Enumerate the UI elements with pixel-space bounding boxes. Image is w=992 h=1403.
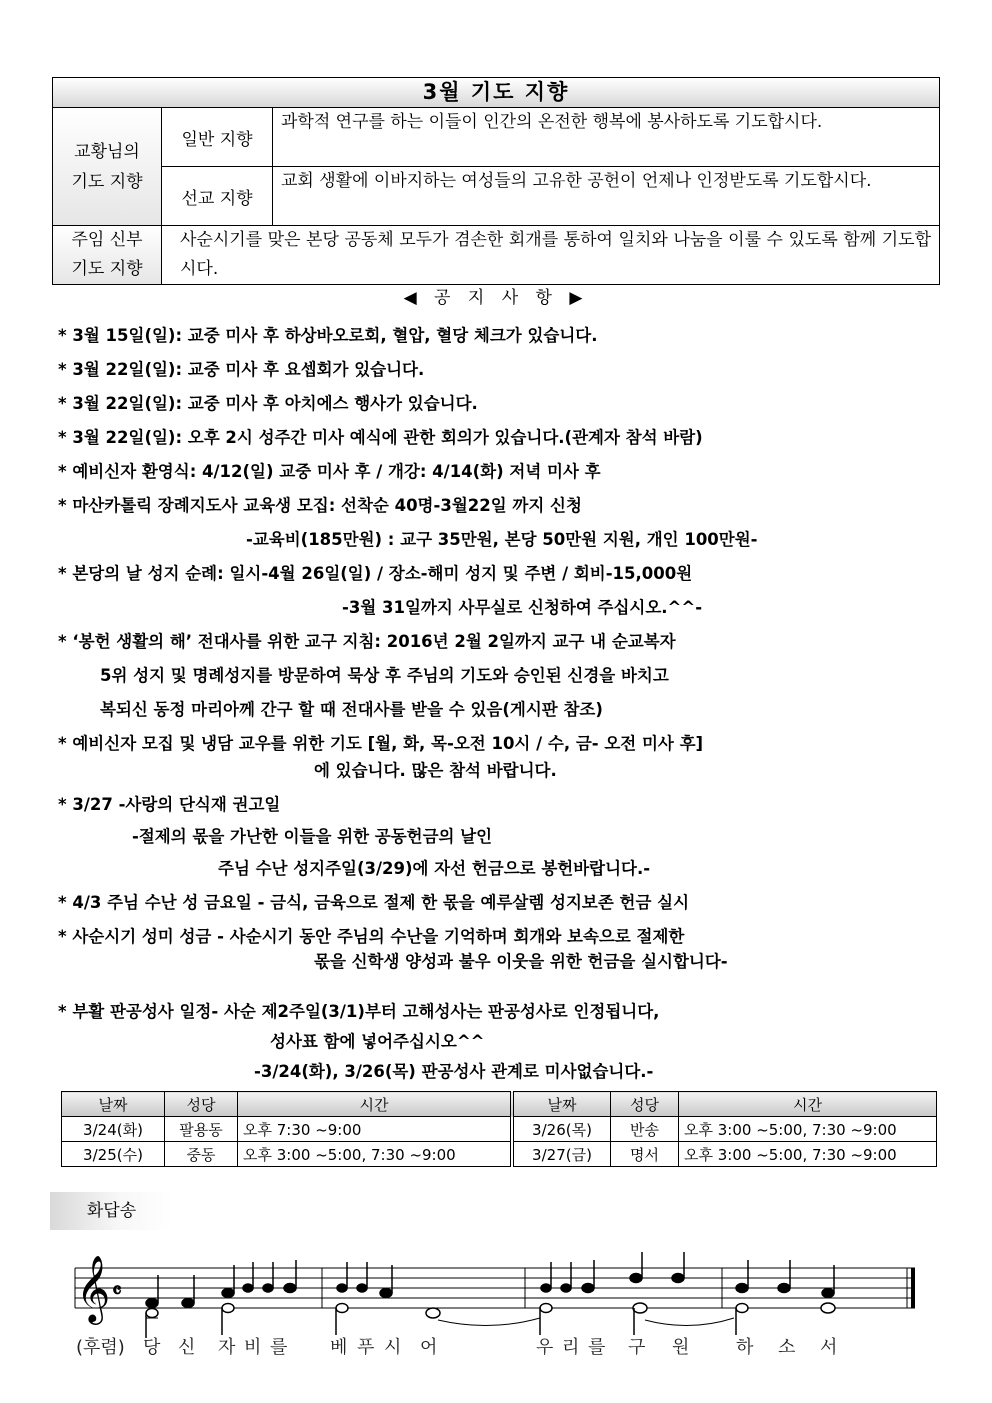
cell-time: 오후 3:00 ~5:00, 7:30 ~9:00 <box>679 1117 937 1142</box>
col-date-header: 날짜 <box>62 1092 165 1117</box>
pope-intention-row <box>53 108 939 226</box>
pope-intention-label: 교황님의 기도 지향 <box>53 108 162 225</box>
notice-line: 성사표 함에 넣어주십시오^^ <box>270 1032 485 1051</box>
lyric-syllable: 하 <box>736 1337 754 1358</box>
pastor-intention-text: 사순시기를 맞은 본당 공동체 모두가 겸손한 회개를 통하여 일치와 나눔을 이룰 수 있도록 함께 기도합시다. <box>180 230 931 279</box>
notice-line: * 사순시기 성미 성금 - 사순시기 동안 주님의 수난을 기억하며 회개와 보속으로 절제한 <box>58 927 685 946</box>
lyric-syllable: 원 <box>672 1337 690 1358</box>
lyric-syllable: 구 <box>628 1337 646 1358</box>
lyric-syllable: 서 <box>820 1337 838 1358</box>
notice-line: -3월 31일까지 사무실로 신청하여 주십시오.^^- <box>342 598 703 617</box>
lyric-syllable: 를 <box>270 1337 288 1358</box>
responsorial-psalm-label: 화답송 <box>50 1192 173 1230</box>
cell-church: 명서 <box>611 1142 679 1167</box>
notice-line: * 마산카톨릭 장례지도사 교육생 모집: 선착순 40명-3월22일 까지 신청 <box>58 496 582 515</box>
lyric-syllable: 신 <box>178 1337 196 1358</box>
pastor-intention-label: 주임 신부 기도 지향 <box>53 226 162 284</box>
cell-time: 오후 3:00 ~5:00, 7:30 ~9:00 <box>238 1142 513 1167</box>
general-intention-row <box>162 108 939 167</box>
lyric-refrain: (후렴) <box>76 1337 125 1358</box>
notice-line: 몫을 신학생 양성과 불우 이웃을 위한 헌금을 실시합니다- <box>314 952 728 971</box>
lyric-syllable: 를 <box>588 1337 606 1358</box>
notice-line: * 3/27 -사랑의 단식재 권고일 <box>58 795 281 814</box>
notice-line: 5위 성지 및 명례성지를 방문하여 묵상 후 주님의 기도와 승인된 신경을 바치고 <box>100 666 669 685</box>
confession-schedule-table <box>61 1091 937 1167</box>
general-intention-label: 일반 지향 <box>162 108 273 166</box>
notice-line: 에 있습니다. 많은 참석 바랍니다. <box>314 761 557 780</box>
music-score <box>70 1250 920 1380</box>
table-row <box>62 1117 937 1142</box>
notice-line: 복되신 동정 마리아께 간구 할 때 전대사를 받을 수 있음(게시판 참조) <box>100 700 603 719</box>
col-time-header: 시간 <box>238 1092 513 1117</box>
notice-line: -절제의 몫을 가난한 이들을 위한 공동헌금의 날인 <box>132 827 493 846</box>
notice-line: 주님 수난 성지주일(3/29)에 자선 헌금으로 봉헌바랍니다.- <box>218 859 651 878</box>
svg-text:𝄴: 𝄴 <box>112 1278 122 1304</box>
treble-clef-icon: 𝄞 <box>76 1254 111 1322</box>
notice-line: -3/24(화), 3/26(목) 판공성사 관계로 미사없습니다.- <box>254 1062 654 1081</box>
lyric-syllable: 자 <box>218 1337 236 1358</box>
col-church-header: 성당 <box>165 1092 238 1117</box>
lyric-syllable: 우 <box>536 1337 554 1358</box>
notice-line: * 본당의 날 성지 순례: 일시-4월 26일(일) / 장소-해미 성지 및 주변 / 회비-15,000원 <box>58 564 693 583</box>
col-time-header: 시간 <box>679 1092 937 1117</box>
notice-line: * 3월 22일(일): 교중 미사 후 아치에스 행사가 있습니다. <box>58 394 478 413</box>
notice-line: * 3월 22일(일): 오후 2시 성주간 미사 예식에 관한 회의가 있습니다.(관계자 참석 바람) <box>58 428 703 447</box>
cell-date: 3/27(금) <box>512 1142 611 1167</box>
notice-line: * 4/3 주님 수난 성 금요일 - 금식, 금육으로 절제 한 몫을 예루살렘 성지보존 헌금 실시 <box>58 893 690 912</box>
table-header-row <box>62 1092 937 1117</box>
lyric-syllable: 베 <box>330 1337 348 1358</box>
col-church-header: 성당 <box>611 1092 679 1117</box>
lyric-syllable: 당 <box>143 1337 161 1358</box>
cell-time: 오후 7:30 ~9:00 <box>238 1117 513 1142</box>
mission-intention-text: 교회 생활에 이바지하는 여성들의 고유한 공헌이 언제나 인정받도록 기도합시다. <box>281 171 872 191</box>
col-date-header: 날짜 <box>512 1092 611 1117</box>
prayer-title: 3월 기도 지향 <box>53 78 939 108</box>
table-row <box>62 1142 937 1167</box>
notice-line: * ‘봉헌 생활의 해’ 전대사를 위한 교구 지침: 2016년 2월 2일까지 교구 내 순교복자 <box>58 632 676 651</box>
notice-line: -교육비(185만원) : 교구 35만원, 본당 50만원 지원, 개인 100만원- <box>246 530 758 549</box>
cell-church: 팔용동 <box>165 1117 238 1142</box>
cell-date: 3/24(화) <box>62 1117 165 1142</box>
notices-heading: ◀ 공 지 사 항 ▶ <box>403 288 589 308</box>
notice-line: * 예비신자 환영식: 4/12(일) 교중 미사 후 / 개강: 4/14(화) 저녁 미사 후 <box>58 462 601 481</box>
notice-line: * 3월 22일(일): 교중 미사 후 요셉회가 있습니다. <box>58 360 425 379</box>
cell-church: 중동 <box>165 1142 238 1167</box>
lyric-syllable: 리 <box>562 1337 580 1358</box>
notice-line: * 부활 판공성사 일정- 사순 제2주일(3/1)부터 고해성사는 판공성사로 인정됩니다, <box>58 1002 660 1021</box>
cell-church: 반송 <box>611 1117 679 1142</box>
notice-line: * 예비신자 모집 및 냉담 교우를 위한 기도 [월, 화, 목-오전 10시 / 수, 금- 오전 미사 후] <box>58 734 704 753</box>
mission-intention-label: 선교 지향 <box>162 167 273 225</box>
cell-time: 오후 3:00 ~5:00, 7:30 ~9:00 <box>679 1142 937 1167</box>
general-intention-text: 과학적 연구를 하는 이들이 인간의 온전한 행복에 봉사하도록 기도합시다. <box>281 112 823 132</box>
cell-date: 3/25(수) <box>62 1142 165 1167</box>
lyric-syllable: 소 <box>778 1337 796 1358</box>
mission-intention-row <box>162 167 939 225</box>
lyric-syllable: 시 <box>384 1337 402 1358</box>
lyric-syllable: 비 <box>244 1337 262 1358</box>
pastor-intention-row <box>53 226 939 284</box>
prayer-intention-table <box>52 77 940 285</box>
lyric-syllable: 푸 <box>357 1337 375 1358</box>
notice-line: * 3월 15일(일): 교중 미사 후 하상바오로회, 혈압, 혈당 체크가 있습니다. <box>58 326 598 345</box>
lyric-syllable: 어 <box>420 1337 438 1358</box>
cell-date: 3/26(목) <box>512 1117 611 1142</box>
